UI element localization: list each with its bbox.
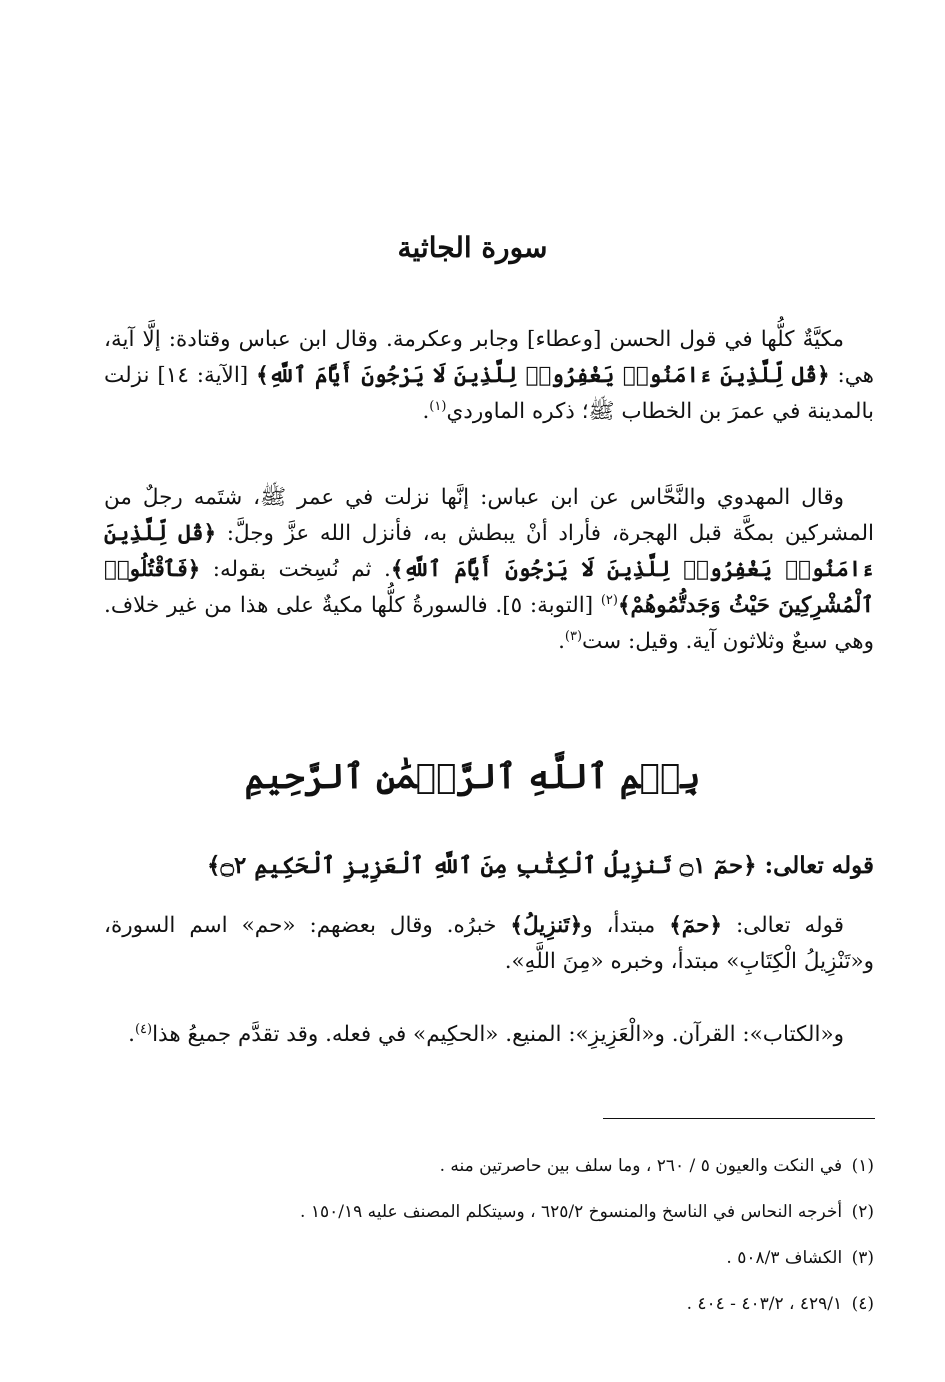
footnote-item bbox=[104, 1244, 874, 1290]
quran-quote: ﴿قُل لِّلَّذِينَ ءَامَنُوا۟ يَغْفِرُوا۟ لِلَّذِينَ لَا يَرْجُونَ أَيَّامَ ٱللَّهِ﴾ bbox=[104, 521, 874, 582]
paragraph-text-part: . ثم نُسِخت بقوله: bbox=[200, 557, 391, 582]
paragraph-text-part: مبتدأ، و bbox=[582, 913, 670, 938]
footnote-item bbox=[104, 1290, 874, 1336]
footnote-marker: (١) bbox=[429, 398, 447, 414]
paragraph-text-part: [التوبة: ٥]. فالسورةُ كلُّها مكيةٌ على هذا من غير خلاف. وهي سبعٌ وثلاثون آية. وقيل: ست bbox=[104, 593, 874, 654]
footnote-marker: (٢) bbox=[600, 592, 618, 608]
intro-paragraph-1 bbox=[104, 322, 874, 430]
footnote-item bbox=[104, 1198, 874, 1244]
quran-quote: ﴿حمٓ﴾ bbox=[669, 913, 722, 938]
footnote-number: (٤) bbox=[851, 1294, 874, 1314]
quran-verse: ﴿حمٓ ۝١ تَنزِيلُ ٱلْكِتَٰبِ مِنَ ٱللَّهِ ٱلْعَزِيزِ ٱلْحَكِيمِ ۝٢﴾ bbox=[207, 852, 757, 879]
footnote-number: (٣) bbox=[851, 1248, 874, 1268]
paragraph-text-part: و«الكتاب»: القرآن. و«الْعَزِيزِ»: المنيع. «الحكِيم» في فعله. وقد تقدَّم جميعُ هذا bbox=[152, 1022, 844, 1047]
paragraph-text-part: خبرُه. وقال بعضهم: «حم» اسم السورة، و«تَنْزِيلُ الْكِتَابِ» مبتدأ، وخبره «مِنَ اللَّهِ». bbox=[104, 913, 874, 974]
footnote-text: ٤٢٩/١ ، ٤٠٣/٢ - ٤٠٤ . bbox=[686, 1294, 843, 1314]
paragraph-text-part: . bbox=[558, 629, 565, 654]
footnote-item bbox=[104, 1152, 874, 1198]
paragraph-text-part: . bbox=[422, 399, 430, 424]
paragraph-text bbox=[104, 908, 874, 980]
footnote-number: (١) bbox=[851, 1156, 874, 1176]
commentary-paragraph-1 bbox=[104, 908, 874, 980]
paragraph-text-part: [الآية: ١٤] نزلت بالمدينة في عمرَ بن الخطاب ﷺ؛ ذكره الماوردي bbox=[104, 363, 874, 424]
paragraph-text bbox=[104, 1017, 874, 1053]
paragraph-text-part: . bbox=[128, 1022, 135, 1047]
verse-heading bbox=[104, 846, 874, 886]
intro-paragraph-2 bbox=[104, 480, 874, 660]
paragraph-text-part: وقال المهدوي والنَّحَّاس عن ابن عباس: إنَّها نزلت في عمر ﷺ، شتَمه رجلٌ من المشركين بمكَّة قبل الهجرة، فأراد أنْ يبطش به، فأنزل الله عزَّ وجلَّ: bbox=[104, 485, 874, 546]
surah-title: سورة الجاثية bbox=[397, 231, 548, 264]
footnote-number: (٢) bbox=[851, 1202, 874, 1222]
paragraph-text bbox=[104, 480, 874, 660]
commentary-paragraph-2 bbox=[104, 1017, 874, 1053]
footnotes bbox=[104, 1152, 874, 1336]
footnote-marker: (٤) bbox=[134, 1021, 153, 1037]
quran-quote: ﴿قُل لِّلَّذِينَ ءَامَنُوا۟ يَغْفِرُوا۟ لِلَّذِينَ لَا يَرْجُونَ أَيَّامَ ٱللَّهِ﴾ bbox=[256, 363, 830, 388]
verse-label: قوله تعالى: bbox=[756, 852, 874, 879]
quran-quote: ﴿فَٱقْتُلُوا۟ ٱلْمُشْرِكِينَ حَيْثُ وَجَدتُّمُوهُمْ﴾ bbox=[104, 557, 874, 618]
paragraph-text bbox=[104, 322, 874, 430]
paragraph-text-part: قوله تعالى: bbox=[721, 913, 844, 938]
paragraph-text-part: مكيَّةٌ كلُّها في قول الحسن [وعطاء] وجابر وعكرمة. وقال ابن عباس وقتادة: إلَّا آية، هي: bbox=[104, 327, 874, 388]
basmala: بِسۡمِ ٱللَّهِ ٱلرَّحۡمَٰنِ ٱلرَّحِيمِ bbox=[244, 757, 701, 797]
footnote-text: في النكت والعيون ٥ / ٢٦٠ ، وما سلف بين حاصرتين منه . bbox=[439, 1156, 843, 1176]
footnote-text: الكشاف ٥٠٨/٣ . bbox=[726, 1248, 843, 1268]
footnote-text: أخرجه النحاس في الناسخ والمنسوخ ٦٢٥/٢ ، وسيتكلم المصنف عليه ١٥٠/١٩ . bbox=[300, 1202, 843, 1222]
footnote-divider bbox=[603, 1118, 875, 1119]
quran-quote: ﴿تَنزِيلُ﴾ bbox=[510, 913, 583, 938]
footnote-marker: (٣) bbox=[564, 628, 583, 644]
